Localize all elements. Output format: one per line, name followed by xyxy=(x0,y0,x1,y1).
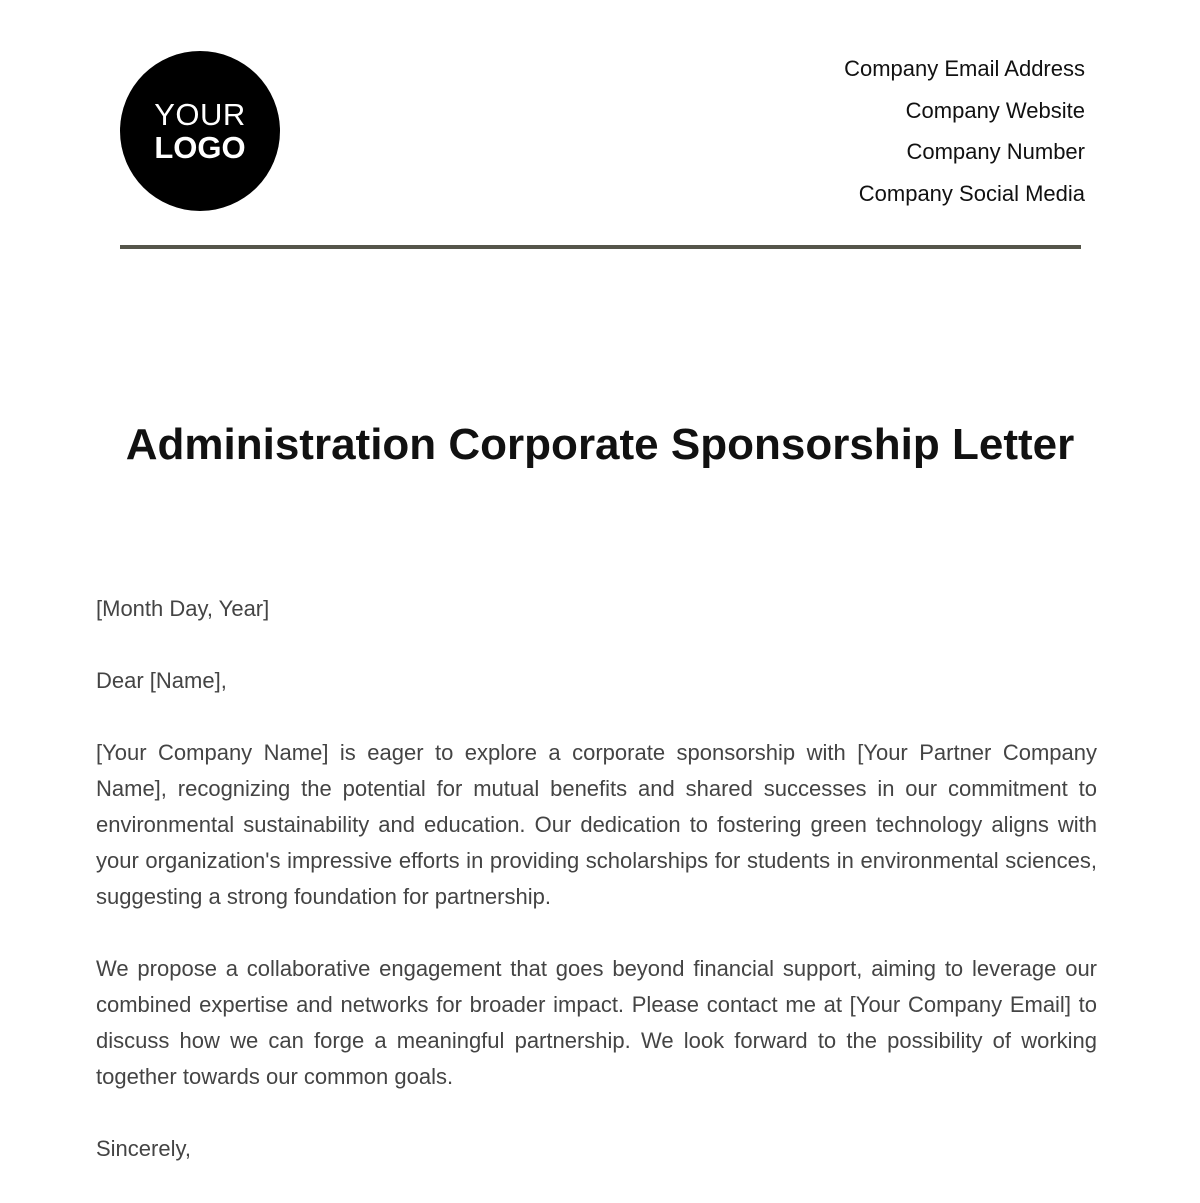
letter-paragraph: [Your Company Name] is eager to explore a corporate sponsorship with [Your Partner Company Name], recognizing the potential for mutual benefits and shared successes in our commitment to environmental sustainability and education. Our dedication to fostering green technology aligns with your organization's impressive efforts in providing scholarships for students in environmental sciences, suggesting a strong foundation for partnership. xyxy=(96,740,1097,909)
letter-date: [Month Day, Year] xyxy=(96,596,270,621)
header-divider xyxy=(120,245,1081,249)
company-contact-block xyxy=(844,52,1085,219)
company-email: Company Email Address xyxy=(844,56,1085,81)
logo-text-your: YOUR xyxy=(154,97,246,132)
letter-body xyxy=(96,591,1097,1203)
letter-closing: Sincerely, xyxy=(96,1136,191,1161)
company-social-media: Company Social Media xyxy=(858,181,1085,207)
company-website: Company Website xyxy=(905,97,1085,123)
document-title: Administration Corporate Sponsorship Letter xyxy=(125,420,1075,469)
letter-paragraph: We propose a collaborative engagement that goes beyond financial support, aiming to leverage our combined expertise and networks for broader impact. Please contact me at [Your Company Email] to discuss how we can forge a meaningful partnership. We look forward to the possibility of working together towards our common goals. xyxy=(96,956,1097,1089)
company-logo xyxy=(120,51,280,211)
company-number: Company Number xyxy=(906,139,1085,165)
letter-salutation: Dear [Name], xyxy=(96,668,227,693)
logo-text-logo: LOGO xyxy=(154,130,246,165)
